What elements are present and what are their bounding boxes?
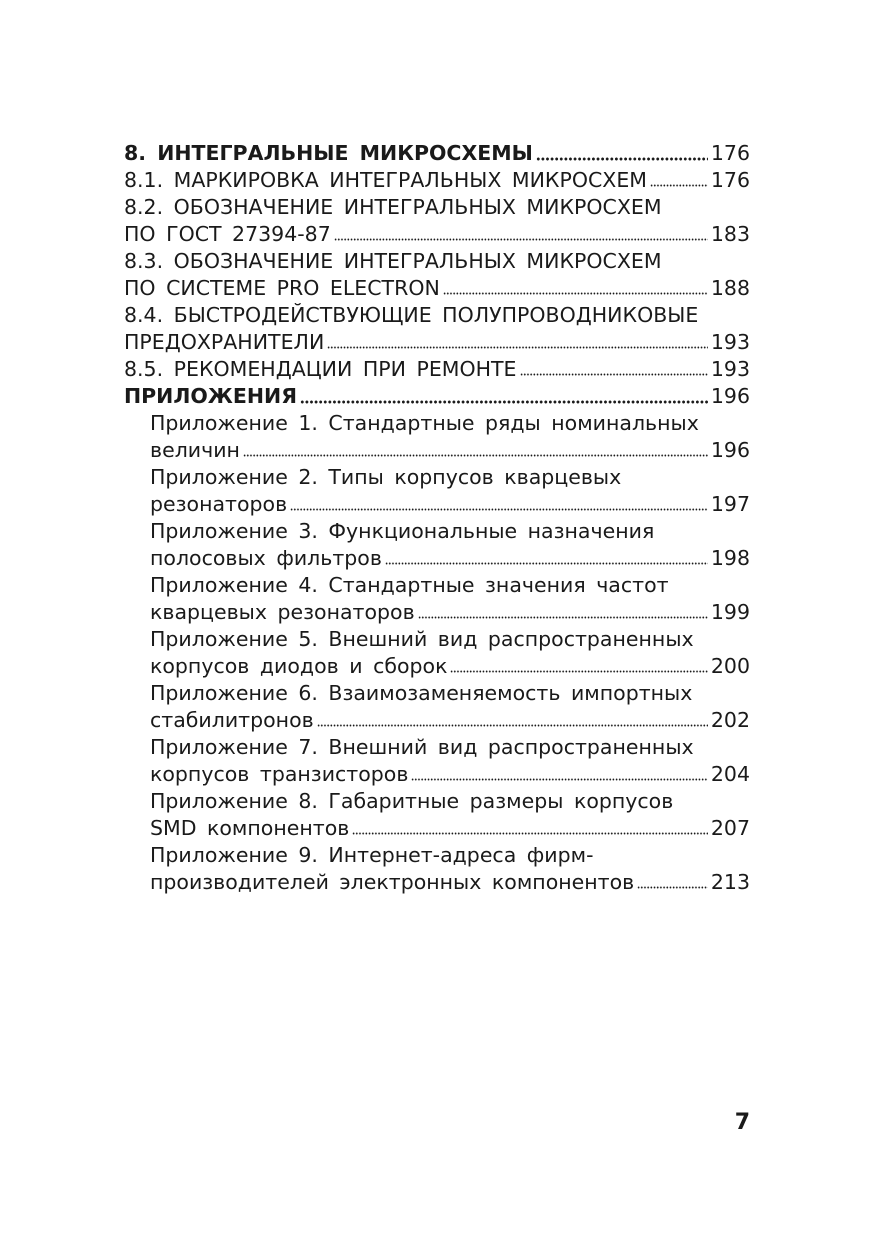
dot-leader (450, 670, 707, 673)
dot-leader (520, 373, 708, 376)
toc-entry-title: корпусов диодов и сборок (150, 654, 448, 678)
toc-entry-title: Приложение 4. Стандартные значения частот (150, 573, 669, 597)
toc-entry-page: 196 (710, 438, 750, 462)
toc-entry-page: 196 (710, 384, 750, 408)
toc-entry-title: Приложение 5. Внешний вид распространенных (150, 627, 694, 651)
toc-entry-8-5[interactable] (124, 356, 750, 383)
toc-entry-8-2-line1[interactable] (124, 194, 750, 221)
dot-leader (385, 562, 708, 565)
toc-entry-appendix-1-line2[interactable] (150, 437, 750, 464)
toc-entry-page: 213 (710, 870, 750, 894)
toc-entry-title: 8.3. ОБОЗНАЧЕНИЕ ИНТЕГРАЛЬНЫХ МИКРОСХЕМ (124, 249, 662, 273)
dot-leader (352, 832, 708, 835)
toc-entry-page: 183 (710, 222, 750, 246)
toc-entry-appendix-7-line2[interactable] (150, 761, 750, 788)
toc-entry-appendices[interactable] (124, 383, 750, 410)
toc-entry-page: 207 (710, 816, 750, 840)
dot-leader (418, 616, 708, 619)
toc-entry-section-8[interactable] (124, 140, 750, 167)
toc-entry-title: ПРЕДОХРАНИТЕЛИ (124, 330, 325, 354)
page-number: 7 (734, 1110, 750, 1135)
toc-entry-title: 8.5. РЕКОМЕНДАЦИИ ПРИ РЕМОНТЕ (124, 357, 517, 381)
toc-entry-title: 8.1. МАРКИРОВКА ИНТЕГРАЛЬНЫХ МИКРОСХЕМ (124, 168, 647, 192)
toc-entry-appendix-9-line1[interactable] (150, 842, 750, 869)
toc-entry-title: полосовых фильтров (150, 546, 382, 570)
toc-entry-title: 8.4. БЫСТРОДЕЙСТВУЮЩИЕ ПОЛУПРОВОДНИКОВЫЕ (124, 303, 699, 327)
toc-entry-page: 202 (710, 708, 750, 732)
dot-leader (650, 184, 708, 187)
toc-entry-title: Приложение 1. Стандартные ряды номинальных (150, 411, 699, 435)
toc-entry-appendix-2-line2[interactable] (150, 491, 750, 518)
toc-entry-appendix-4-line2[interactable] (150, 599, 750, 626)
dot-leader (443, 292, 708, 295)
dot-leader (411, 778, 707, 781)
toc-entry-8-4-line2[interactable] (124, 329, 750, 356)
toc-entry-title: величин (150, 438, 240, 462)
toc-entry-title: Приложение 2. Типы корпусов кварцевых (150, 465, 622, 489)
toc-entry-page: 176 (710, 168, 750, 192)
toc-entry-title: ПО СИСТЕМЕ PRO ELECTRON (124, 276, 440, 300)
toc-entry-title: Приложение 8. Габаритные размеры корпусов (150, 789, 674, 813)
dot-leader (637, 886, 708, 889)
toc-entry-title: производителей электронных компонентов (150, 870, 635, 894)
toc-entry-appendix-8-line1[interactable] (150, 788, 750, 815)
toc-entry-title: 8. ИНТЕГРАЛЬНЫЕ МИКРОСХЕМЫ (124, 141, 533, 165)
toc-entry-title: корпусов транзисторов (150, 762, 409, 786)
toc-entry-title: кварцевых резонаторов (150, 600, 415, 624)
toc-entry-title: Приложение 7. Внешний вид распространенных (150, 735, 694, 759)
toc-entry-title: Приложение 9. Интернет-адреса фирм- (150, 843, 594, 867)
toc-entry-title: Приложение 3. Функциональные назначения (150, 519, 655, 543)
toc-entry-appendix-4-line1[interactable] (150, 572, 750, 599)
toc-entry-appendix-1-line1[interactable] (150, 410, 750, 437)
toc-entry-8-1[interactable] (124, 167, 750, 194)
toc-entry-title: Приложение 6. Взаимозаменяемость импортных (150, 681, 693, 705)
toc-entry-appendix-8-line2[interactable] (150, 815, 750, 842)
toc-entry-page: 176 (710, 141, 750, 165)
toc-entry-page: 193 (710, 357, 750, 381)
toc-entry-8-3-line2[interactable] (124, 275, 750, 302)
toc-entry-title: SMD компонентов (150, 816, 350, 840)
toc-entry-title: стабилитронов (150, 708, 314, 732)
toc-entry-appendix-6-line1[interactable] (150, 680, 750, 707)
dot-leader (290, 508, 708, 511)
dot-leader (327, 346, 708, 349)
toc-entry-8-3-line1[interactable] (124, 248, 750, 275)
toc-entry-appendix-7-line1[interactable] (150, 734, 750, 761)
toc-entry-page: 197 (710, 492, 750, 516)
toc-entry-title: ПРИЛОЖЕНИЯ (124, 384, 297, 408)
dot-leader (243, 454, 708, 457)
toc-entry-8-4-line1[interactable] (124, 302, 750, 329)
dot-leader (334, 238, 708, 241)
toc-entry-appendix-9-line2[interactable] (150, 869, 750, 896)
toc-entry-8-2-line2[interactable] (124, 221, 750, 248)
dot-leader (317, 724, 708, 727)
toc-entry-appendix-2-line1[interactable] (150, 464, 750, 491)
toc-entry-page: 199 (710, 600, 750, 624)
dot-leader (536, 157, 708, 161)
toc-entry-appendix-3-line2[interactable] (150, 545, 750, 572)
toc-entry-appendix-3-line1[interactable] (150, 518, 750, 545)
toc-entry-title: 8.2. ОБОЗНАЧЕНИЕ ИНТЕГРАЛЬНЫХ МИКРОСХЕМ (124, 195, 662, 219)
toc-entry-page: 188 (710, 276, 750, 300)
toc-entry-appendix-6-line2[interactable] (150, 707, 750, 734)
toc-entry-page: 204 (710, 762, 750, 786)
toc-entry-page: 198 (710, 546, 750, 570)
toc-entry-page: 200 (710, 654, 750, 678)
toc-entry-title: ПО ГОСТ 27394-87 (124, 222, 331, 246)
toc-entry-appendix-5-line1[interactable] (150, 626, 750, 653)
table-of-contents (124, 140, 750, 896)
toc-entry-appendix-5-line2[interactable] (150, 653, 750, 680)
toc-entry-title: резонаторов (150, 492, 288, 516)
toc-entry-page: 193 (710, 330, 750, 354)
dot-leader (300, 400, 708, 404)
